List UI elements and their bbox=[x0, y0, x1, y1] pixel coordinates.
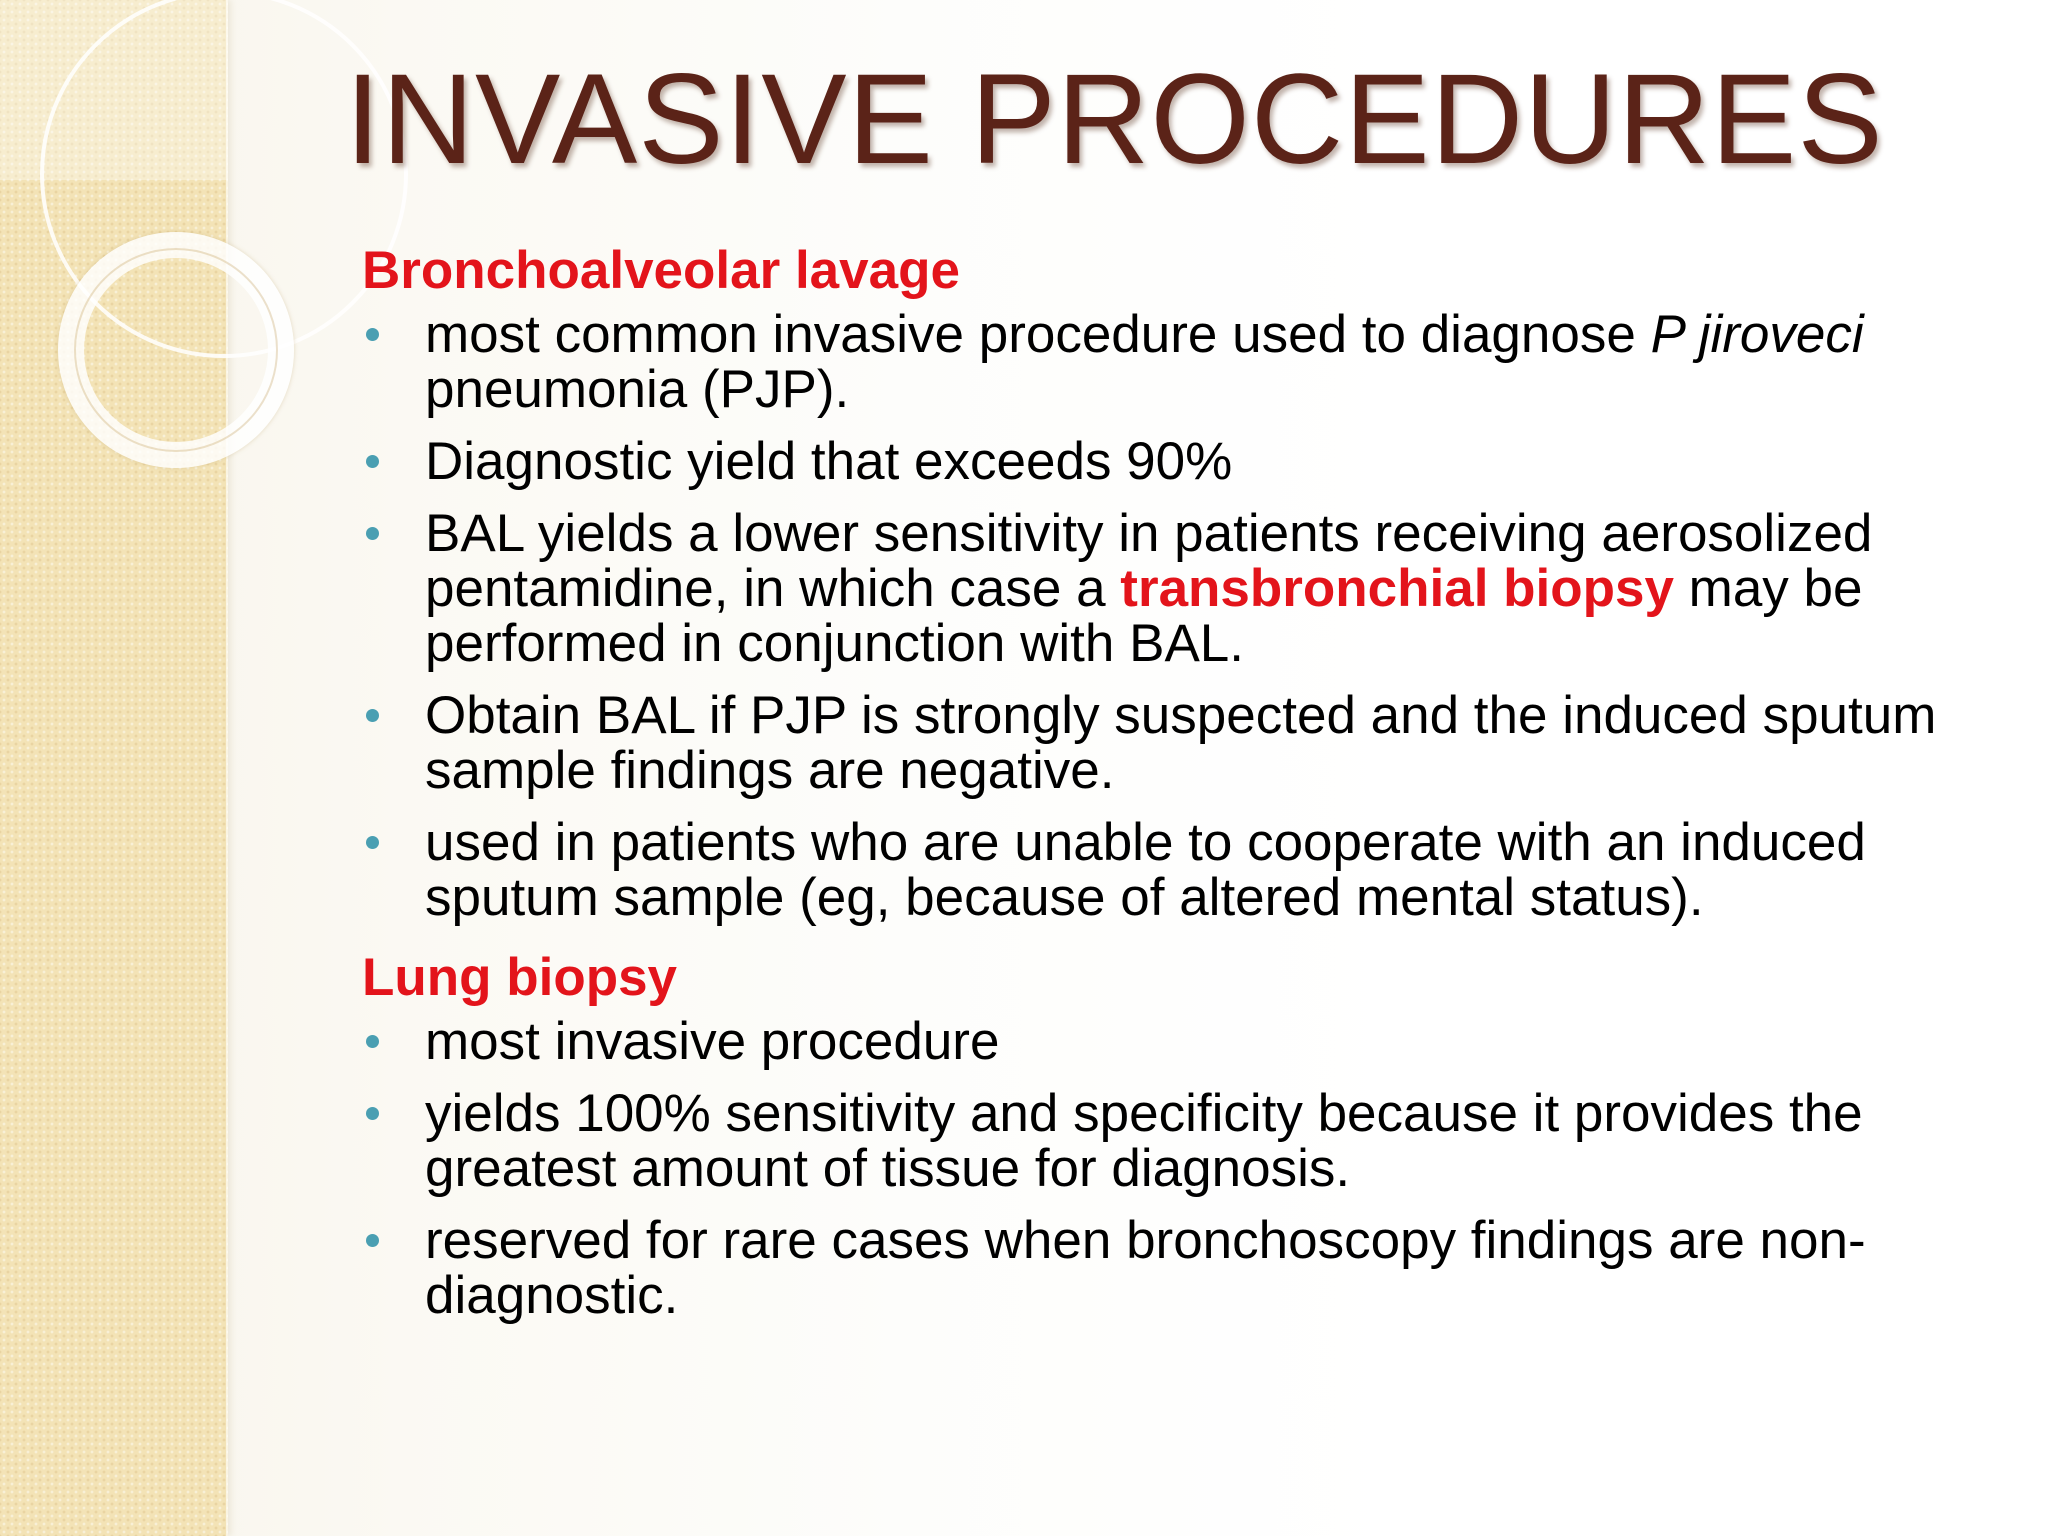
bullet-text: yields 100% sensitivity and specificity because it provides the greatest amount of tissue for diagnosis. bbox=[425, 1084, 1863, 1198]
bullet-text: Obtain BAL if PJP is strongly suspected and the induced sputum sample findings are negative. bbox=[425, 686, 1937, 800]
bullet-dot-icon bbox=[366, 527, 379, 540]
list-item bbox=[362, 434, 2002, 489]
bullet-text-end: pneumonia (PJP). bbox=[425, 360, 850, 419]
bullet-dot-icon bbox=[366, 836, 379, 849]
bullet-text: Diagnostic yield that exceeds 90% bbox=[425, 432, 1233, 491]
bullet-text: used in patients who are unable to cooperate with an induced sputum sample (eg, because of altered mental status). bbox=[425, 813, 1866, 927]
bullet-dot-icon bbox=[366, 328, 379, 341]
bullet-text: reserved for rare cases when bronchoscopy findings are non-diagnostic. bbox=[425, 1211, 1866, 1325]
bullet-text-highlight: transbronchial biopsy bbox=[1120, 559, 1674, 618]
list-item bbox=[362, 1014, 2002, 1069]
list-item bbox=[362, 307, 2002, 417]
bullet-dot-icon bbox=[366, 1234, 379, 1247]
bullet-dot-icon bbox=[366, 709, 379, 722]
slide-content bbox=[362, 235, 2002, 1340]
lung-biopsy-bullet-list bbox=[362, 1014, 2002, 1323]
bullet-text: most invasive procedure bbox=[425, 1012, 1000, 1071]
list-item bbox=[362, 506, 2002, 671]
bullet-dot-icon bbox=[366, 1035, 379, 1048]
list-item bbox=[362, 1213, 2002, 1323]
list-item bbox=[362, 815, 2002, 925]
list-item bbox=[362, 1086, 2002, 1196]
bullet-text-start: most common invasive procedure used to diagnose bbox=[425, 305, 1651, 364]
bullet-text-italic: P jiroveci bbox=[1650, 305, 1864, 364]
section-heading-lung-biopsy: Lung biopsy bbox=[362, 948, 678, 1007]
bullet-text-start: BAL yields a lower sensitivity in patients receiving aerosolized pentamidine, in which case a bbox=[425, 504, 1873, 618]
bal-bullet-list bbox=[362, 307, 2002, 925]
slide-title: INVASIVE PROCEDURES bbox=[345, 48, 1884, 191]
decorative-ring-inner-edge bbox=[74, 248, 278, 452]
bullet-text-end: may be performed in conjunction with BAL. bbox=[425, 559, 1863, 673]
bullet-dot-icon bbox=[366, 455, 379, 468]
section-heading-bal: Bronchoalveolar lavage bbox=[362, 241, 960, 300]
list-item bbox=[362, 688, 2002, 798]
bullet-dot-icon bbox=[366, 1107, 379, 1120]
